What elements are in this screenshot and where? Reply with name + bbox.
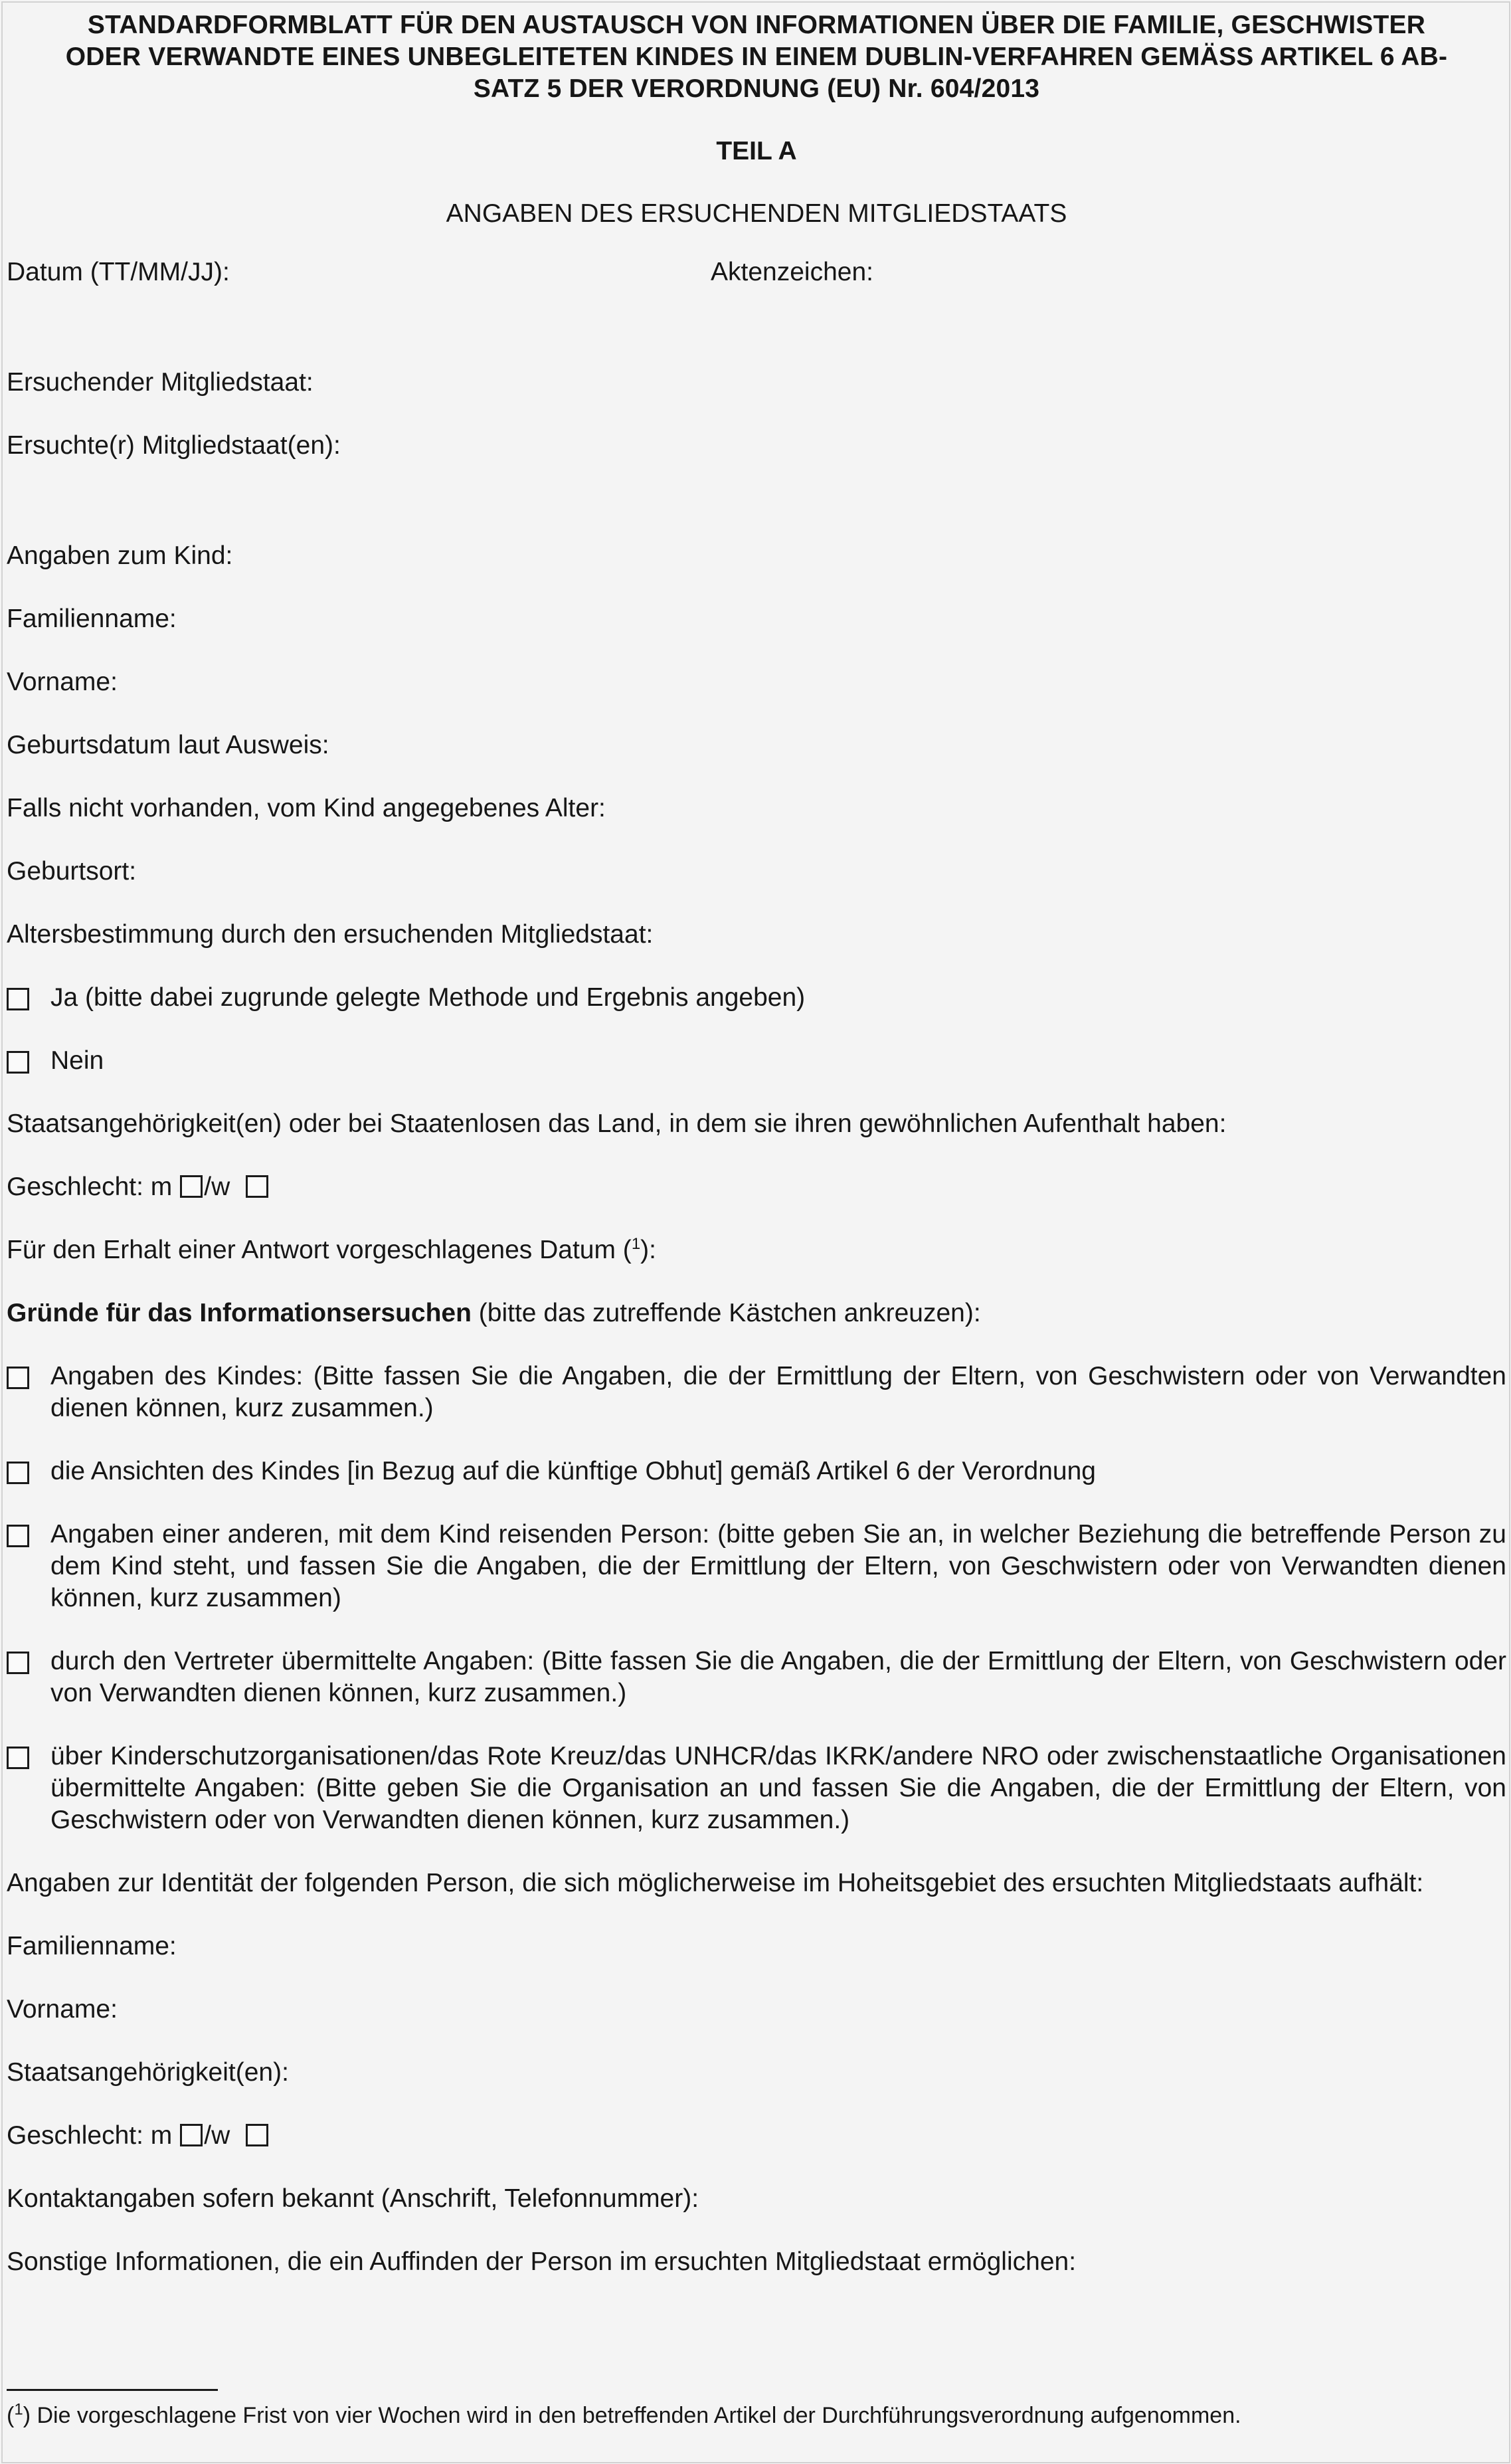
reason-checkbox[interactable] bbox=[7, 1462, 29, 1484]
reasons-heading bbox=[7, 1297, 1506, 1329]
person-sex-m-checkbox[interactable] bbox=[180, 2124, 203, 2146]
form-page bbox=[7, 9, 1506, 2278]
footnote: ($^1$) Die vorgeschlagene Frist von vier Wochen wird in den betreffenden Artikel der Durchführungsverordnung aufgenommen. bbox=[7, 2400, 1241, 2428]
child-heading: Angaben zum Kind: bbox=[7, 541, 233, 570]
reason-label: die Ansichten des Kindes [in Bezug auf die künftige Obhut] gemäß Artikel 6 der Verordnung bbox=[50, 1457, 1096, 1485]
person-nationality-field[interactable]: Staatsangehörigkeit(en): bbox=[7, 2058, 289, 2087]
footnote-mark: 1 bbox=[14, 2400, 23, 2419]
reason-option[interactable] bbox=[7, 1519, 1506, 1614]
reply-date-field[interactable] bbox=[7, 1234, 1506, 1266]
part-heading: TEIL A bbox=[716, 137, 797, 165]
person-surname-field[interactable]: Familienname: bbox=[7, 1932, 177, 1960]
footnote-divider bbox=[7, 2389, 218, 2391]
person-firstname-field[interactable]: Vorname: bbox=[7, 1995, 118, 2024]
age-yes-label: Ja (bitte dabei zugrunde gelegte Methode und Ergebnis angeben) bbox=[50, 983, 806, 1012]
child-birthplace-field[interactable]: Geburtsort: bbox=[7, 857, 137, 886]
age-yes-option[interactable] bbox=[7, 982, 1506, 1014]
child-stated-age-field[interactable]: Falls nicht vorhanden, vom Kind angegebenes Alter: bbox=[7, 794, 606, 822]
reason-option[interactable] bbox=[7, 1456, 1506, 1487]
reasons-heading-bold: Gründe für das Informationsersuchen bbox=[7, 1299, 472, 1327]
requested-states-field[interactable]: Ersuchte(r) Mitgliedstaat(en): bbox=[7, 431, 341, 460]
person-heading: Angaben zur Identität der folgenden Person, die sich möglicherweise im Hoheitsgebiet des ersuchten Mitgliedstaats aufhält: bbox=[7, 1869, 1424, 1897]
person-sex-label: Geschlecht: m bbox=[7, 2121, 173, 2150]
age-no-checkbox[interactable] bbox=[7, 1051, 29, 1074]
reason-option[interactable] bbox=[7, 1741, 1506, 1836]
reason-option[interactable] bbox=[7, 1646, 1506, 1709]
reply-date-label-end: ): bbox=[640, 1236, 656, 1264]
reason-label: durch den Vertreter übermittelte Angaben: (Bitte fassen Sie die Angaben, die der Ermittlung der Eltern, von Geschwistern oder von Verwandten dienen können, kurz zusammen.) bbox=[50, 1647, 1506, 1707]
reason-label: Angaben des Kindes: (Bitte fassen Sie die Angaben, die der Ermittlung der Eltern, von Geschwistern oder von Verwandten dienen können, kurz zusammen.) bbox=[50, 1362, 1506, 1422]
title-line: ODER VERWANDTE EINES UNBEGLEITETEN KINDES IN EINEM DUBLIN-VERFAHREN GEMÄSS ARTIKEL 6 AB- bbox=[65, 43, 1448, 71]
child-surname-field[interactable]: Familienname: bbox=[7, 605, 177, 633]
reason-label: Angaben einer anderen, mit dem Kind reisenden Person: (bitte geben Sie an, in welcher Beziehung die betreffende Person zu dem Kind steht, und fassen Sie die Angaben, die der Ermittlung der Eltern, von Geschwistern oder von Verwandten dienen können, kurz zusammen) bbox=[50, 1520, 1506, 1612]
age-yes-checkbox[interactable] bbox=[7, 988, 29, 1010]
child-birthdate-field[interactable]: Geburtsdatum laut Ausweis: bbox=[7, 731, 329, 759]
reply-date-label: Für den Erhalt einer Antwort vorgeschlagenes Datum ( bbox=[7, 1236, 632, 1264]
date-field[interactable]: Datum (TT/MM/JJ): bbox=[7, 258, 230, 286]
reason-checkbox[interactable] bbox=[7, 1652, 29, 1674]
title-line: STANDARDFORMBLATT FÜR DEN AUSTAUSCH VON INFORMATIONEN ÜBER DIE FAMILIE, GESCHWISTER bbox=[87, 11, 1426, 39]
age-no-label: Nein bbox=[50, 1046, 104, 1075]
child-sex-w-label: /w bbox=[204, 1173, 230, 1201]
part-subtitle: ANGABEN DES ERSUCHENDEN MITGLIEDSTAATS bbox=[446, 199, 1067, 228]
person-sex-row bbox=[7, 2120, 1506, 2152]
person-sex-w-label: /w bbox=[204, 2121, 230, 2150]
reason-label: über Kinderschutzorganisationen/das Rote Kreuz/das UNHCR/das IKRK/andere NRO oder zwischenstaatliche Organisationen übermittelte Angaben: (Bitte geben Sie die Organisation an und fassen Sie die Angaben, die der Ermittlung der Eltern, von Geschwistern oder von Verwandten dienen können, kurz zusammen.) bbox=[50, 1742, 1506, 1834]
person-sex-w-checkbox[interactable] bbox=[246, 2124, 268, 2146]
child-sex-row bbox=[7, 1171, 1506, 1203]
child-sex-w-checkbox[interactable] bbox=[246, 1175, 268, 1198]
age-assessment-label: Altersbestimmung durch den ersuchenden Mitgliedstaat: bbox=[7, 920, 654, 949]
reason-option[interactable] bbox=[7, 1361, 1506, 1424]
person-contact-field[interactable]: Kontaktangaben sofern bekannt (Anschrift, Telefonnummer): bbox=[7, 2184, 699, 2213]
date-reference-row bbox=[7, 256, 1506, 288]
reason-checkbox[interactable] bbox=[7, 1367, 29, 1389]
reason-checkbox[interactable] bbox=[7, 1747, 29, 1769]
form-title bbox=[7, 9, 1506, 105]
requesting-state-field[interactable]: Ersuchender Mitgliedstaat: bbox=[7, 368, 313, 397]
child-sex-label: Geschlecht: m bbox=[7, 1173, 173, 1201]
person-other-field[interactable]: Sonstige Informationen, die ein Auffinden der Person im ersuchten Mitgliedstaat ermöglichen: bbox=[7, 2247, 1077, 2276]
reason-checkbox[interactable] bbox=[7, 1525, 29, 1547]
footnote-ref: 1 bbox=[631, 1235, 641, 1253]
reference-field[interactable]: Aktenzeichen: bbox=[711, 258, 873, 286]
footnote-text: Die vorgeschlagene Frist von vier Wochen wird in den betreffenden Artikel der Durchführungsverordnung aufgenommen. bbox=[37, 2403, 1241, 2428]
reasons-heading-rest: (bitte das zutreffende Kästchen ankreuzen): bbox=[471, 1299, 981, 1327]
age-no-option[interactable] bbox=[7, 1045, 1506, 1077]
child-sex-m-checkbox[interactable] bbox=[180, 1175, 203, 1198]
title-line: SATZ 5 DER VERORDNUNG (EU) Nr. 604/2013 bbox=[473, 74, 1040, 103]
child-nationality-field[interactable]: Staatsangehörigkeit(en) oder bei Staatenlosen das Land, in dem sie ihren gewöhnlichen Aufenthalt haben: bbox=[7, 1109, 1227, 1138]
child-firstname-field[interactable]: Vorname: bbox=[7, 668, 118, 696]
